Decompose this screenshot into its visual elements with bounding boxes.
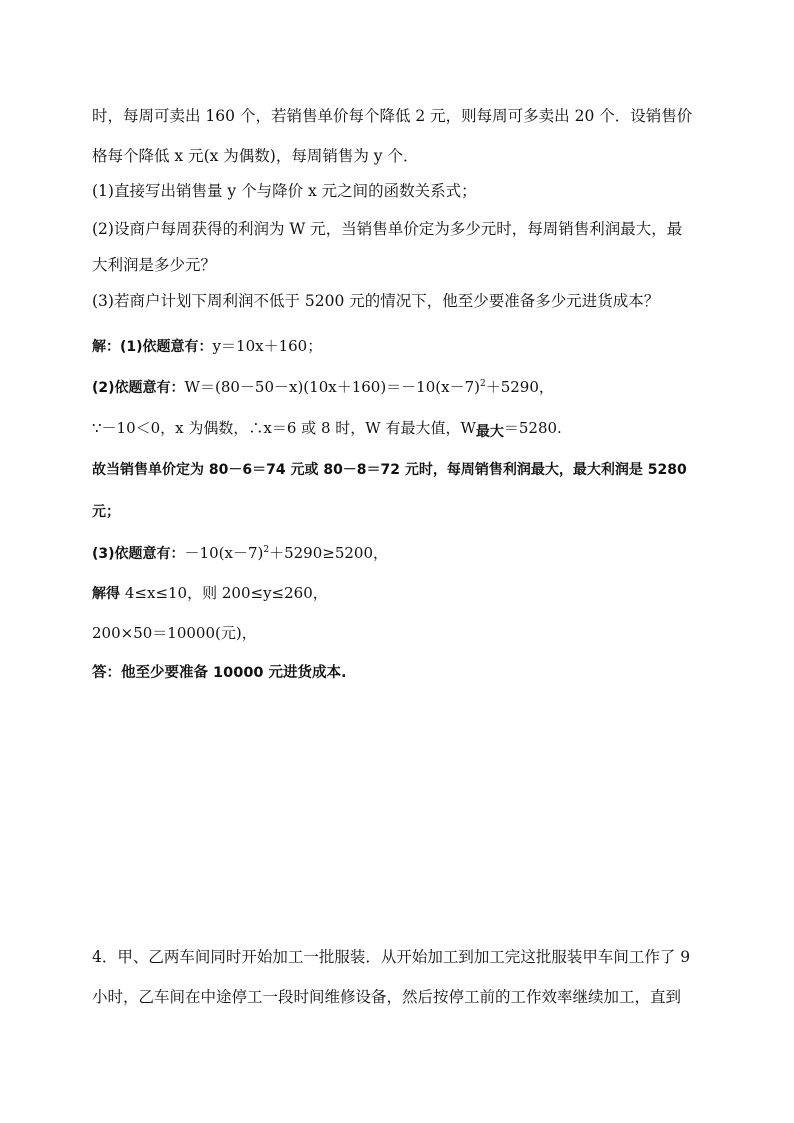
solution-step-3-subscript: 最大 xyxy=(475,424,504,440)
solution-step-1 xyxy=(92,336,322,357)
solution-step-5-label: (3)依题意有： xyxy=(92,546,185,562)
solution-step-5-math-a: －10(x－7) xyxy=(184,544,264,562)
solution-step-5-math xyxy=(185,544,388,562)
problem-text-line-2: 格每个降低 x 元(x 为偶数)，每周销售为 y 个． xyxy=(92,147,419,165)
solution-step-5-math-b: ＋5290≥5200， xyxy=(269,544,388,562)
solution-step-3-text-b: ＝5280. xyxy=(503,419,562,437)
solution-step-7-math: 200×50＝10000(元)， xyxy=(92,624,257,642)
question-2-line-1: (2)设商户每周获得的利润为 W 元，当销售单价定为多少元时，每周销售利润最大，最 xyxy=(92,220,683,238)
solution-step-5-exponent: 2 xyxy=(263,545,270,555)
solution-step-2-math-b: ＋5290， xyxy=(485,378,554,396)
question-1: (1)直接写出销售量 y 个与降价 x 元之间的函数关系式； xyxy=(92,182,477,200)
solution-step-6 xyxy=(92,583,328,604)
solution-step-6-math: 4≤x≤10，则 200≤y≤260， xyxy=(124,584,328,602)
solution-step-2-math-a: W＝(80－50－x)(10x＋160)＝－10(x－7) xyxy=(184,378,480,396)
solution-step-5 xyxy=(92,543,388,564)
solution-step-2-label: (2)依题意有： xyxy=(92,380,185,396)
solution-step-1-math: y＝10x＋160； xyxy=(212,337,323,355)
solution-step-2-math xyxy=(185,378,554,396)
solution-step-3-text-a: ∵－10＜0，x 为偶数，∴x＝6 或 8 时，W 有最大值，W xyxy=(92,419,476,437)
solution-step-3 xyxy=(92,418,562,439)
solution-step-2 xyxy=(92,377,554,398)
solution-step-4-line-1: 故当销售单价定为 80－6＝74 元或 80－8＝72 元时，每周销售利润最大，最大利润是 5280 xyxy=(92,462,687,478)
solution-step-2-exponent: 2 xyxy=(479,379,486,389)
problem-text-line-1: 时，每周可卖出 160 个，若销售单价每个降低 2 元，则每周可多卖出 20 个．设销售价 xyxy=(92,107,693,125)
question-2-line-2: 大利润是多少元？ xyxy=(92,256,217,274)
next-problem-line-2: 小时，乙车间在中途停工一段时间维修设备，然后按停工前的工作效率继续加工，直到 xyxy=(92,988,682,1006)
solution-answer: 答：他至少要准备 10000 元进货成本. xyxy=(92,665,347,681)
solution-step-7 xyxy=(92,623,257,644)
solution-step-6-label: 解得 xyxy=(92,586,120,602)
next-problem-line-1: 4．甲、乙两车间同时开始加工一批服装．从开始加工到加工完这批服装甲车间工作了 9 xyxy=(92,948,691,966)
question-3: (3)若商户计划下周利润不低于 5200 元的情况下，他至少要准备多少元进货成本？ xyxy=(92,292,660,310)
solution-step-3-math xyxy=(92,419,562,440)
solution-step-1-label: 解：(1)依题意有： xyxy=(92,339,213,355)
solution-step-4-line-2: 元； xyxy=(92,504,120,520)
